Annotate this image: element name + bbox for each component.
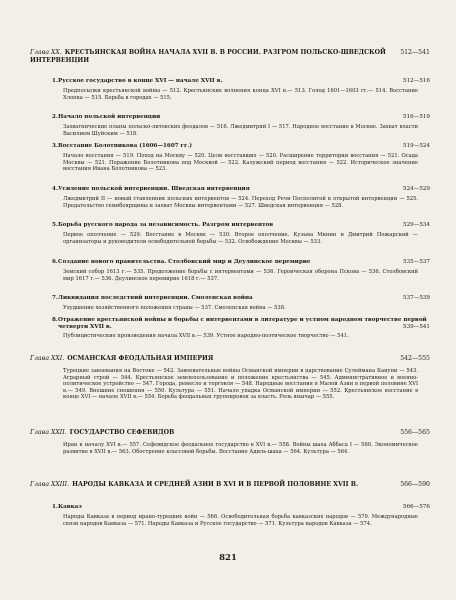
section-heading	[52, 295, 430, 302]
section-contents: Начало восстания — 519. Поход на Москву — 520. Цели восставших — 520. Расширение территории восстания — 521. Осада Москвы — 521. Поражение Болотникова под Москвой — 522. Калужский период восстания — 522. Историческое значение восстания Ивана Болотникова — 523.	[63, 153, 418, 173]
chapter-pages: 566—590	[400, 481, 430, 488]
chapter-heading	[30, 355, 430, 363]
chapter-title: ОСМАНСКАЯ ФЕОДАЛЬНАЯ ИМПЕРИЯ	[67, 355, 214, 362]
chapter-label: Глава XXI.	[30, 355, 65, 362]
section-title: Отражение крестьянской войны и борьбы с интервентами в литературе и устном народном творчестве первой четверти XVII в.	[58, 317, 427, 330]
section-contents: Земский собор 1613 г.— 535. Продолжение борьбы с интервентами — 536. Героическая оборона Пскова — 536. Столбовский мир 1617 г.— 536. Деулинское перемирие 1618 г.— 537.	[63, 269, 418, 282]
section-pages: 524—529	[403, 186, 430, 192]
section-pages: 537—539	[403, 295, 430, 301]
chapter-title: НАРОДЫ КАВКАЗА И СРЕДНЕЙ АЗИИ В XVI И В ПЕРВОЙ ПОЛОВИНЕ XVII В.	[72, 481, 359, 488]
section-heading	[52, 143, 430, 150]
section-heading	[52, 186, 430, 193]
chapter-heading	[30, 481, 430, 489]
section-pages: 529—534	[403, 222, 430, 228]
section-title: Усиление польской интервенции. Шведская интервенция	[58, 186, 250, 192]
section-number: 1.	[52, 504, 58, 510]
section-number: 3.	[52, 143, 58, 149]
section-title: Кавказ	[58, 504, 82, 510]
section-title: Начало польской интервенции	[58, 114, 161, 120]
section-number: 4.	[52, 186, 58, 192]
section-pages: 512—516	[403, 78, 430, 84]
chapter-pages: 512—541	[400, 49, 430, 56]
chapter-label: Глава XX.	[30, 49, 62, 56]
chapter-contents: Иран к началу XVI в.— 557. Сефевидское феодальное государство в XVI в.— 558. Войны шаха Аббаса I — 560. Экономическое развитие в XVII в.— 563. Обострение классовой борьбы. Восстание Адиль-шаха — 564. Культура — 564.	[63, 442, 418, 455]
section-heading	[52, 222, 430, 229]
chapter-heading	[30, 429, 430, 437]
section-contents: Захватнические планы польско-литовских феодалов — 516. Лжедмитрий I — 517. Народное восстание в Москве. Захват власти Василием Шуйским — 518.	[63, 124, 418, 137]
section-heading	[52, 259, 430, 266]
chapter-title: КРЕСТЬЯНСКАЯ ВОЙНА НАЧАЛА XVII В. В РОССИИ. РАЗГРОМ ПОЛЬСКО-ШВЕДСКОЙ ИНТЕРВЕНЦИИ	[30, 49, 386, 64]
section-contents: Народы Кавказа в период ирано-турецких войн — 566. Освободительная борьба кавказских народов — 570. Международные связи народов Кавказа — 571. Народы Кавказа и Русское государство — 571. Культура народов Кавказа — 574.	[63, 514, 418, 527]
section-heading	[52, 78, 430, 85]
page-number: 821	[219, 553, 237, 563]
section-pages: 535—537	[403, 259, 430, 265]
section-heading	[52, 317, 430, 331]
chapter-heading	[30, 49, 430, 64]
section-heading	[52, 504, 430, 511]
section-title: Создание нового правительства. Столбовский мир и Деулинское перемирие	[58, 259, 311, 265]
chapter-contents: Турецкие завоевания на Востоке — 542. Завоевательные войны Османской империи в царствование Сулеймана Кануни — 543. Аграрный строй — 544. Крестьянское землепользование и положение крестьянства — 545. Административное и военно-политическое устройство — 547. Города, ремесло и торговля — 548. Народные восстания в Малой Азии в первой половине XVI в.— 549. Внешние сношения — 550. Культура — 551. Начало упадка Османской империи — 552. Крестьянское восстание в конце XVI — начале XVII в.— 554. Борьба феодальных группировок за власть. Роль янычар — 555.	[63, 368, 418, 401]
section-pages: 539—541	[403, 323, 430, 330]
chapter-title: ГОСУДАРСТВО СЕФЕВИДОВ	[69, 429, 175, 436]
section-number: 2.	[52, 114, 58, 120]
section-number: 8.	[52, 317, 58, 323]
chapter-label: Глава XXII.	[30, 429, 67, 436]
section-number: 5.	[52, 222, 58, 228]
section-title: Восстание Болотникова (1606—1607 гг.)	[58, 143, 193, 149]
section-number: 6.	[52, 259, 58, 265]
section-title: Ликвидация последствий интервенции. Смоленская война	[58, 295, 253, 301]
chapter-label: Глава XXIII.	[30, 481, 70, 488]
section-contents: Публицистические произведения начала XVII в.— 539. Устное народно-поэтическое творчество — 541.	[63, 333, 349, 339]
chapter-pages: 542—555	[400, 355, 430, 362]
section-contents: Предпосылки крестьянской войны — 512. Крестьянские волнения конца XVI в.— 513. Голод 1601—1603 гг.— 514. Восстание Хлопка — 515. Борьба в городах — 515.	[63, 88, 418, 101]
section-number: 7.	[52, 295, 58, 301]
section-pages: 519—524	[403, 143, 430, 149]
section-title: Борьба русского народа за независимость. Разгром интервентов	[58, 222, 274, 228]
section-contents: Лжедмитрий II — новый ставленник польских интервентов — 524. Переход Речи Посполитой к открытой интервенции — 525. Предательство семибоярщины и захват Москвы интервентами — 527. Шведская интервенция — 528.	[63, 196, 418, 209]
section-heading	[52, 114, 430, 121]
section-pages: 566—576	[403, 504, 430, 510]
section-title: Русское государство в конце XVI — начале XVII в.	[58, 78, 223, 84]
section-pages: 516—519	[403, 114, 430, 120]
chapter-pages: 556—565	[400, 429, 430, 436]
section-contents: Первое ополчение — 529. Восстание в Москве — 530. Второе ополчение. Кузьма Минин и Дмитрий Пожарский — организаторы и руководители освободительной борьбы — 532. Освобождение Москвы — 533.	[63, 232, 418, 245]
section-contents: Ухудшение хозяйственного положения страны — 537. Смоленская война — 538.	[63, 305, 286, 311]
section-number: 1.	[52, 78, 58, 84]
